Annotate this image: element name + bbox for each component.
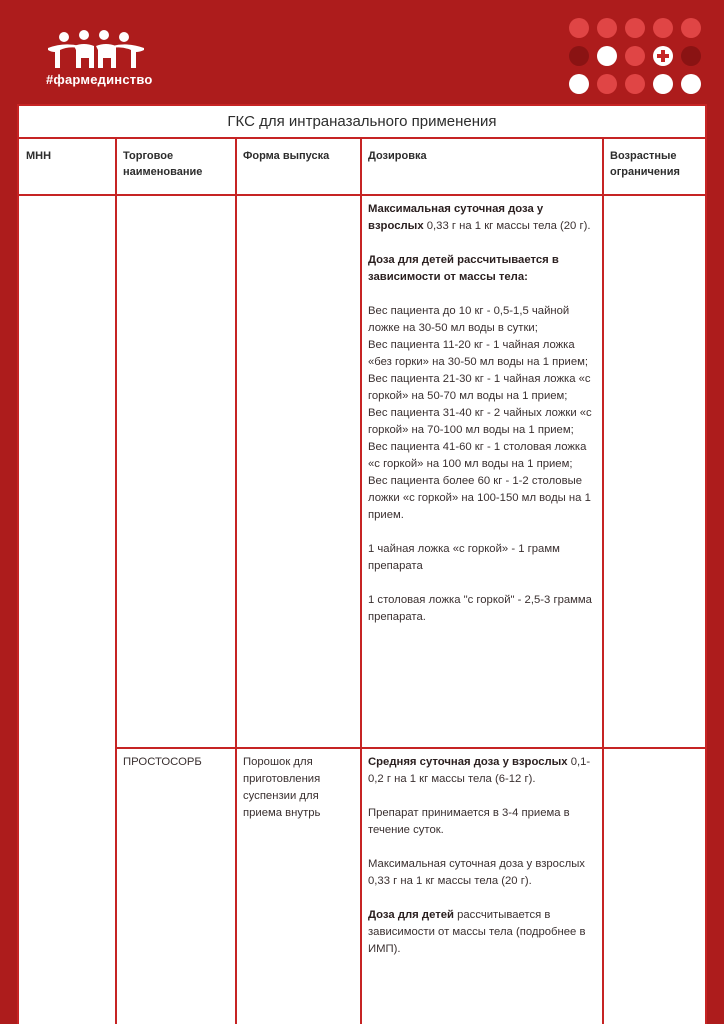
row2-dosage-cell: [368, 754, 602, 958]
teaspoon-note: 1 чайная ложка «с горкой» - 1 грамм препарата: [368, 543, 560, 572]
dosage-table: [17, 104, 707, 1024]
children-dose-row2: Доза для детей рассчитывается в зависимости от массы тела (подробнее в ИМП).: [368, 909, 586, 955]
column-divider: [235, 139, 237, 1024]
medical-cross-icon: [653, 46, 673, 66]
row-divider: [115, 747, 705, 749]
people-group-icon: [46, 30, 146, 70]
row2-trade-name: ПРОСТОСОРБ: [123, 756, 202, 768]
column-divider: [602, 139, 604, 1024]
list-item: Вес пациента 41-60 кг - 1 столовая ложка «с горкой» на 100 мл воды на 1 прием;: [368, 441, 587, 470]
list-item: Вес пациента более 60 кг - 1-2 столовые ложки «с горкой» на 100-150 мл воды на 1 прием.: [368, 475, 591, 521]
weight-dose-list: [368, 303, 600, 524]
list-item: Вес пациента 31-40 кг - 2 чайных ложки «с горкой» на 70-100 мл воды на 1 прием;: [368, 407, 592, 436]
list-item: Вес пациента 21-30 кг - 1 чайная ложка «с горкой» на 50-70 мл воды на 1 прием;: [368, 373, 591, 402]
intake-note: Препарат принимается в 3-4 приема в течение суток.: [368, 807, 570, 836]
header-divider: [19, 194, 705, 196]
list-item: Вес пациента до 10 кг - 0,5-1,5 чайной ложке на 30-50 мл воды в сутки;: [368, 305, 570, 334]
decorative-dots: [567, 16, 701, 100]
avg-dose-adults: Средняя суточная доза у взрослых 0,1- 0,2 г на 1 кг массы тела (6-12 г).: [368, 756, 591, 785]
column-divider: [360, 139, 362, 1024]
max-dose-adults-row2: Максимальная суточная доза у взрослых 0,33 г на 1 кг массы тела (20 г).: [368, 858, 585, 887]
column-divider: [115, 139, 117, 1024]
tablespoon-note: 1 столовая ложка "с горкой" - 2,5-3 грамма препарата.: [368, 594, 592, 623]
row1-dosage-cell: [368, 201, 600, 626]
column-header-age-limits: Возрастные ограничения: [610, 150, 680, 178]
row2-form: Порошок для приготовления суспензии для приема внутрь: [243, 756, 321, 819]
column-header-form: Форма выпуска: [243, 150, 330, 162]
column-header-dosage: Дозировка: [368, 150, 427, 162]
max-dose-adults: Максимальная суточная доза у взрослых 0,33 г на 1 кг массы тела (20 г).: [368, 203, 591, 232]
column-header-trade-name: Торговое наименование: [123, 150, 203, 178]
brand-logo: [46, 30, 166, 70]
column-header-mnn: МНН: [26, 150, 52, 162]
children-dose-heading: Доза для детей рассчитывается в зависимости от массы тела:: [368, 254, 559, 283]
list-item: Вес пациента 11-20 кг - 1 чайная ложка «без горки» на 30-50 мл воды на 1 прием;: [368, 339, 589, 368]
hashtag-brand: #фармединство: [46, 72, 153, 87]
table-title: ГКС для интраназального применения: [19, 106, 705, 139]
